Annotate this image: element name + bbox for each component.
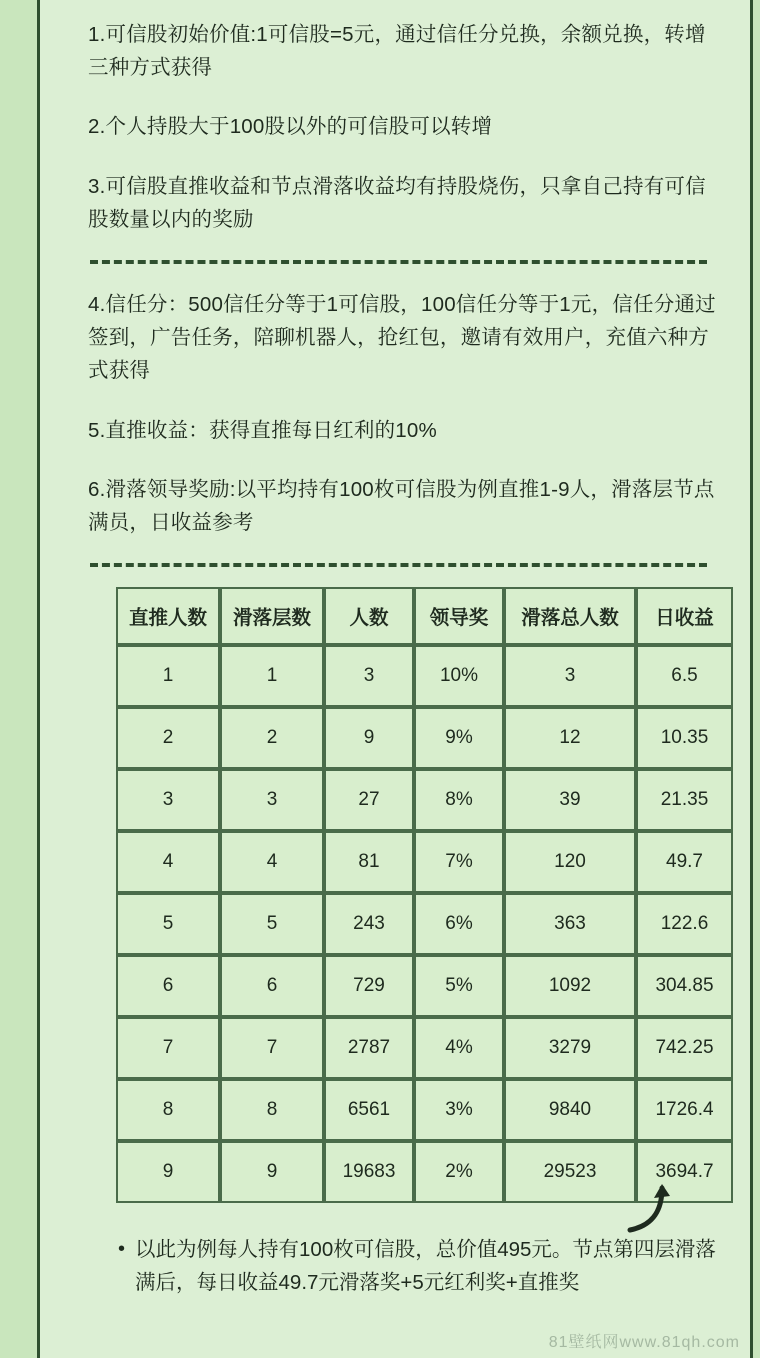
document-content [43, 0, 747, 1358]
cell-people: 6561 [324, 1079, 414, 1141]
cell-people: 27 [324, 769, 414, 831]
cell-direct-referrals: 7 [116, 1017, 220, 1079]
cell-leader-bonus: 2% [414, 1141, 504, 1203]
cell-levels: 8 [220, 1079, 324, 1141]
column-header: 领导奖 [414, 587, 504, 645]
cell-people: 729 [324, 955, 414, 1017]
cell-direct-referrals: 6 [116, 955, 220, 1017]
column-header: 人数 [324, 587, 414, 645]
column-header: 日收益 [636, 587, 733, 645]
cell-levels: 5 [220, 893, 324, 955]
cell-leader-bonus: 4% [414, 1017, 504, 1079]
cell-total-people: 3 [504, 645, 636, 707]
cell-leader-bonus: 6% [414, 893, 504, 955]
cell-people: 243 [324, 893, 414, 955]
cell-leader-bonus: 3% [414, 1079, 504, 1141]
cell-levels: 1 [220, 645, 324, 707]
table-row [116, 831, 733, 893]
cell-total-people: 29523 [504, 1141, 636, 1203]
cell-leader-bonus: 10% [414, 645, 504, 707]
rule-paragraph-2: 2.个人持股大于100股以外的可信股可以转增 [88, 115, 493, 139]
cell-daily-income: 1726.4 [636, 1079, 733, 1141]
column-header: 滑落层数 [220, 587, 324, 645]
cell-direct-referrals: 4 [116, 831, 220, 893]
cell-levels: 4 [220, 831, 324, 893]
cell-people: 2787 [324, 1017, 414, 1079]
cell-levels: 2 [220, 707, 324, 769]
table-header-row [116, 587, 733, 645]
page-left-border [0, 0, 40, 1358]
cell-daily-income: 742.25 [636, 1017, 733, 1079]
table-row [116, 707, 733, 769]
cell-leader-bonus: 9% [414, 707, 504, 769]
cell-direct-referrals: 1 [116, 645, 220, 707]
cell-people: 81 [324, 831, 414, 893]
cell-direct-referrals: 8 [116, 1079, 220, 1141]
table-row [116, 769, 733, 831]
cell-daily-income: 6.5 [636, 645, 733, 707]
section-divider-1 [90, 260, 707, 264]
watermark: 81壁纸网www.81qh.com [548, 1334, 740, 1351]
cell-daily-income: 21.35 [636, 769, 733, 831]
table-row [116, 645, 733, 707]
cell-daily-income: 304.85 [636, 955, 733, 1017]
cell-levels: 7 [220, 1017, 324, 1079]
table-row [116, 955, 733, 1017]
cell-total-people: 9840 [504, 1079, 636, 1141]
cell-levels: 6 [220, 955, 324, 1017]
column-header: 直推人数 [116, 587, 220, 645]
cell-total-people: 1092 [504, 955, 636, 1017]
rule-paragraph-4: 4.信任分：500信任分等于1可信股，100信任分等于1元，信任分通过签到，广告任务，陪聊机器人，抢红包，邀请有效用户，充值六种方式获得 [88, 293, 716, 383]
cell-total-people: 363 [504, 893, 636, 955]
cell-leader-bonus: 7% [414, 831, 504, 893]
cell-leader-bonus: 5% [414, 955, 504, 1017]
cell-total-people: 12 [504, 707, 636, 769]
cell-people: 19683 [324, 1141, 414, 1203]
footnote [118, 1233, 725, 1299]
cell-leader-bonus: 8% [414, 769, 504, 831]
table-row [116, 893, 733, 955]
cell-daily-income: 10.35 [636, 707, 733, 769]
table-row [116, 1141, 733, 1203]
section-divider-2 [90, 563, 707, 567]
cell-levels: 3 [220, 769, 324, 831]
cell-daily-income: 122.6 [636, 893, 733, 955]
cell-people: 3 [324, 645, 414, 707]
bullet-marker: • [118, 1238, 126, 1261]
cell-daily-income: 3694.7 [636, 1141, 733, 1203]
rule-paragraph-6: 6.滑落领导奖励:以平均持有100枚可信股为例直推1-9人，滑落层节点满员，日收益参考 [88, 477, 715, 535]
rule-paragraph-1: 1.可信股初始价值:1可信股=5元，通过信任分兑换，余额兑换，转增三种方式获得 [88, 23, 706, 80]
cell-total-people: 3279 [504, 1017, 636, 1079]
cell-levels: 9 [220, 1141, 324, 1203]
rule-paragraph-3: 3.可信股直推收益和节点滑落收益均有持股烧伤，只拿自己持有可信股数量以内的奖励 [88, 174, 706, 231]
cell-total-people: 39 [504, 769, 636, 831]
footnote-text: 以此为例每人持有100枚可信股，总价值495元。节点第四层滑落满后，每日收益49.7元滑落奖+5元红利奖+直推奖 [135, 1238, 716, 1295]
page-right-border [750, 0, 760, 1358]
cell-direct-referrals: 9 [116, 1141, 220, 1203]
cell-total-people: 120 [504, 831, 636, 893]
table-row [116, 1017, 733, 1079]
table-row [116, 1079, 733, 1141]
cell-direct-referrals: 5 [116, 893, 220, 955]
rule-paragraph-5: 5.直推收益：获得直推每日红利的10% [88, 418, 437, 442]
cell-people: 9 [324, 707, 414, 769]
cell-direct-referrals: 2 [116, 707, 220, 769]
cell-direct-referrals: 3 [116, 769, 220, 831]
cell-daily-income: 49.7 [636, 831, 733, 893]
column-header: 滑落总人数 [504, 587, 636, 645]
payout-table [116, 587, 733, 1203]
